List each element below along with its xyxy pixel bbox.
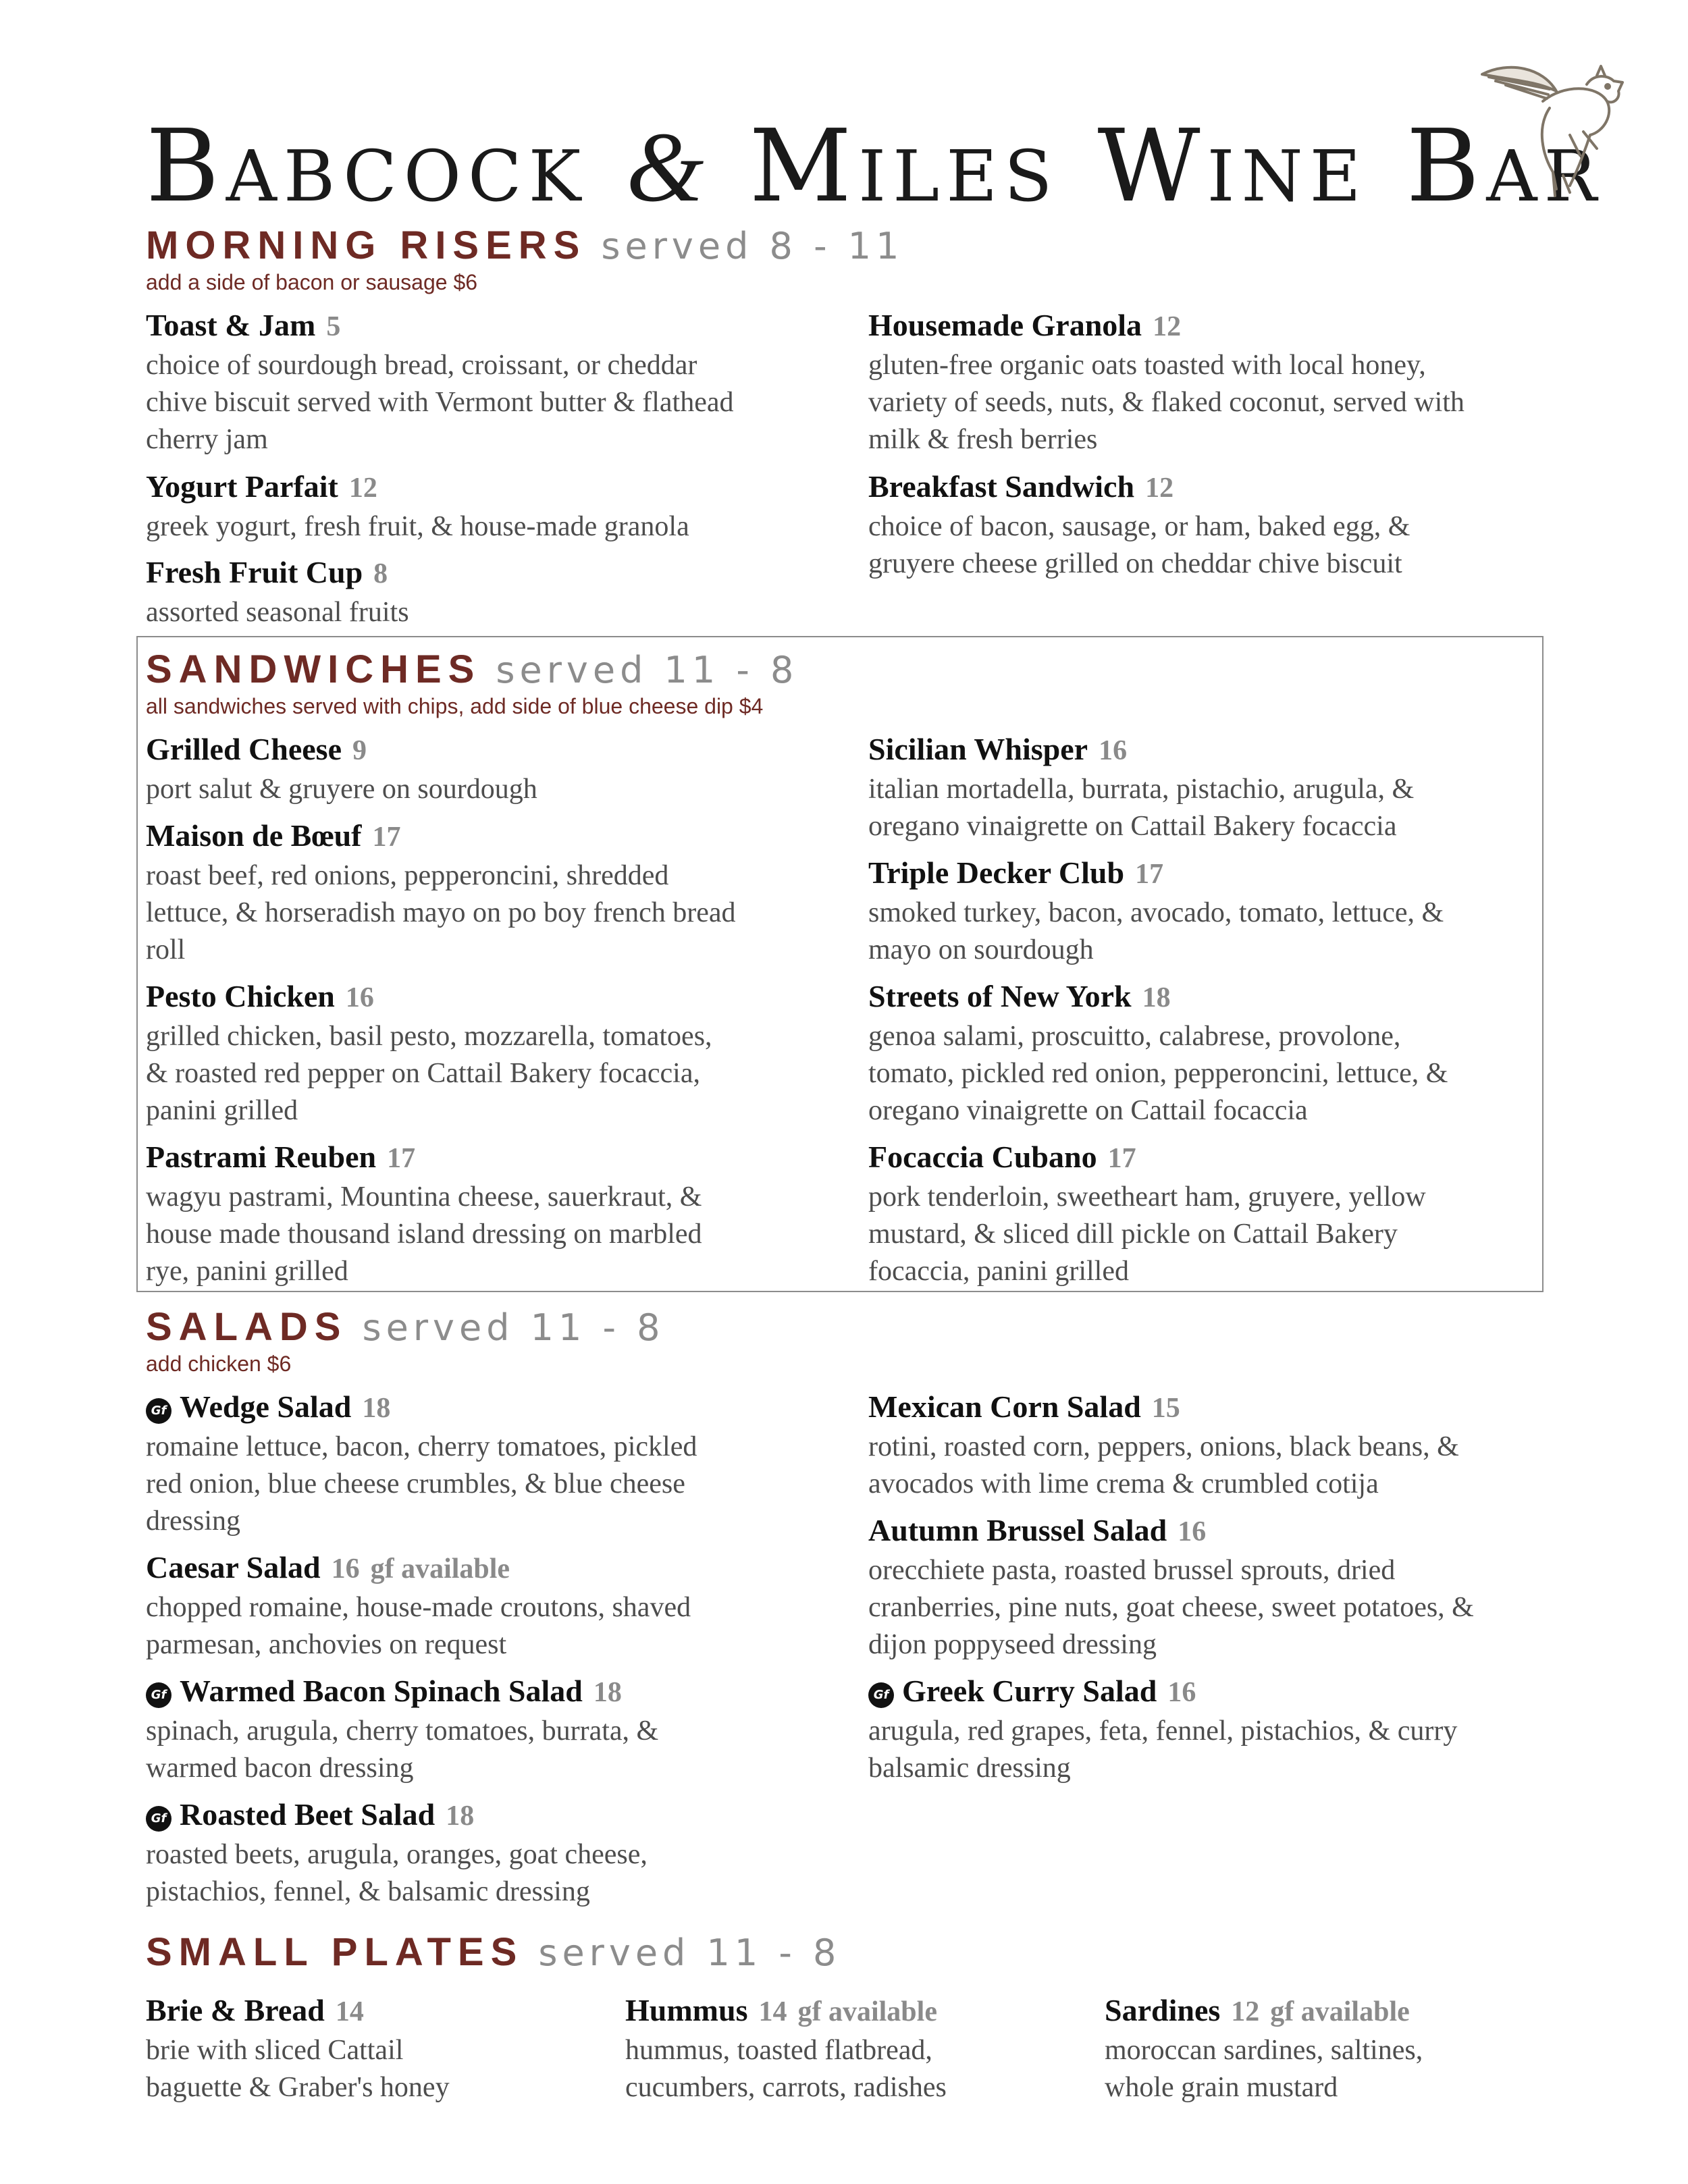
item-price: 14 [335,1996,364,2027]
salads-header [146,1304,665,1350]
item-name: Pastrami Reuben [146,1140,377,1174]
served-hours: served 8 - 11 [601,225,904,267]
item-description: roast beef, red onions, pepperoncini, shredded lettuce, & horseradish mayo on po boy french bread roll [146,860,736,965]
item-description: choice of bacon, sausage, or ham, baked egg, & gruyere cheese grilled on cheddar chive biscuit [868,511,1410,579]
title-ampersand: & [626,112,711,223]
item-name: Focaccia Cubano [868,1140,1097,1174]
gf-available-note: gf available [370,1553,510,1584]
item-description: genoa salami, proscuitto, calabrese, provolone, tomato, pickled red onion, pepperoncini, lettuce, & oregano vinaigrette on Cattail focaccia [868,1021,1448,1126]
item-name: Toast & Jam [146,308,316,342]
item-price: 16 [1099,735,1128,766]
item-price: 18 [362,1393,391,1424]
item-description: gluten-free organic oats toasted with local honey, variety of seeds, nuts, & flaked coconut, served with milk & fresh berries [868,350,1465,455]
item-price: 12 [348,473,377,504]
item-price: 16 [1178,1516,1207,1547]
item-name: Sardines [1105,1993,1221,2027]
sandwiches-header [146,647,798,692]
menu-item [146,1388,740,1540]
gf-available-note: gf available [797,1996,937,2027]
gluten-free-icon: Gf [146,1682,172,1708]
gluten-free-icon: Gf [146,1806,172,1832]
menu-item [146,1138,740,1290]
menu-item [868,854,1476,969]
section-title: MORNING RISERS [146,223,587,267]
item-name: Mexican Corn Salad [868,1389,1141,1424]
menu-item [868,468,1476,583]
item-price: 12 [1145,473,1174,504]
item-name: Sicilian Whisper [868,732,1088,766]
served-hours: served 11 - 8 [538,1932,841,1974]
item-description: smoked turkey, bacon, avocado, tomato, lettuce, & mayo on sourdough [868,897,1444,965]
section-title: SANDWICHES [146,647,481,691]
item-price: 18 [446,1801,475,1832]
item-name: Pesto Chicken [146,979,335,1013]
menu-item [146,307,740,458]
item-name: Hummus [625,1993,748,2027]
menu-item [868,1138,1476,1290]
item-price: 16 [331,1553,360,1584]
item-name: Breakfast Sandwich [868,469,1135,504]
small-plates-header [146,1929,841,1975]
morning-risers-header [146,223,903,268]
item-price: 12 [1231,1996,1260,2027]
menu-item [868,978,1476,1129]
gf-available-note: gf available [1270,1996,1410,2027]
menu-item [1105,1992,1483,2106]
item-price: 17 [1107,1143,1136,1174]
menu-item [868,730,1476,845]
menu-item [146,978,740,1129]
section-note: add a side of bacon or sausage $6 [146,270,478,294]
menu-item [625,1992,1003,2106]
item-price: 14 [758,1996,787,2027]
item-name: Maison de Bœuf [146,818,362,853]
item-description: assorted seasonal fruits [146,597,409,628]
item-price: 17 [387,1143,416,1174]
item-name: Streets of New York [868,979,1132,1013]
item-name: Caesar Salad [146,1550,321,1584]
gluten-free-icon: Gf [146,1398,172,1424]
item-price: 5 [326,311,341,342]
item-price: 15 [1151,1393,1180,1424]
item-description: pork tenderloin, sweetheart ham, gruyere, yellow mustard, & sliced dill pickle on Cattail Bakery focaccia, panini grilled [868,1181,1426,1287]
flying-pig-icon [1469,54,1631,206]
menu-item [868,1388,1476,1503]
item-description: port salut & gruyere on sourdough [146,774,537,805]
item-price: 8 [373,558,388,589]
item-description: grilled chicken, basil pesto, mozzarella, tomatoes, & roasted red pepper on Cattail Bakery focaccia, panini grilled [146,1021,712,1126]
title-part-1: Babcock [146,108,588,224]
item-description: chopped romaine, house-made croutons, shaved parmesan, anchovies on request [146,1592,691,1660]
item-description: romaine lettuce, bacon, cherry tomatoes, pickled red onion, blue cheese crumbles, & blue cheese dressing [146,1431,697,1537]
title-part-2: Miles Wine Bar [749,108,1604,224]
section-title: SALADS [146,1305,348,1349]
menu-item [146,1672,740,1787]
menu-item [146,1549,740,1663]
menu-item [868,1672,1476,1787]
item-name: Yogurt Parfait [146,469,338,504]
item-name: Triple Decker Club [868,855,1125,890]
item-description: wagyu pastrami, Mountina cheese, sauerkraut, & house made thousand island dressing on marbled rye, panini grilled [146,1181,702,1287]
section-title: SMALL PLATES [146,1930,524,1974]
item-name: Brie & Bread [146,1993,325,2027]
item-price: 9 [352,735,367,766]
item-price: 12 [1153,311,1182,342]
item-description: greek yogurt, fresh fruit, & house-made granola [146,511,689,542]
item-price: 17 [1135,859,1164,890]
restaurant-title [146,108,1604,225]
menu-item [146,468,740,545]
item-price: 18 [593,1677,622,1708]
item-description: brie with sliced Cattail baguette & Graber's honey [146,2035,450,2103]
section-note: all sandwiches served with chips, add side of blue cheese dip $4 [146,694,764,718]
item-description: orecchiete pasta, roasted brussel sprouts, dried cranberries, pine nuts, goat cheese, sweet potatoes, & dijon poppyseed dressing [868,1555,1474,1660]
item-description: spinach, arugula, cherry tomatoes, burrata, & warmed bacon dressing [146,1715,659,1784]
gluten-free-icon: Gf [868,1682,894,1708]
item-price: 17 [372,822,401,853]
item-description: moroccan sardines, saltines, whole grain mustard [1105,2035,1423,2103]
menu-item [868,307,1476,458]
item-name: Wedge Salad [180,1389,352,1424]
item-description: rotini, roasted corn, peppers, onions, black beans, & avocados with lime crema & crumbled cotija [868,1431,1459,1499]
menu-item [146,554,740,631]
item-price: 16 [345,982,374,1013]
served-hours: served 11 - 8 [496,649,799,691]
item-description: roasted beets, arugula, oranges, goat cheese, pistachios, fennel, & balsamic dressing [146,1839,648,1907]
item-price: 18 [1142,982,1171,1013]
item-name: Grilled Cheese [146,732,342,766]
item-description: arugula, red grapes, feta, fennel, pistachios, & curry balsamic dressing [868,1715,1458,1784]
menu-item [146,1992,497,2106]
section-note: add chicken $6 [146,1352,292,1376]
item-name: Roasted Beet Salad [180,1797,436,1832]
item-description: italian mortadella, burrata, pistachio, arugula, & oregano vinaigrette on Cattail Bakery focaccia [868,774,1415,842]
item-name: Warmed Bacon Spinach Salad [180,1674,583,1708]
item-name: Autumn Brussel Salad [868,1513,1167,1547]
menu-item [868,1512,1476,1663]
served-hours: served 11 - 8 [362,1306,665,1349]
item-description: choice of sourdough bread, croissant, or cheddar chive biscuit served with Vermont butter & flathead cherry jam [146,350,734,455]
item-description: hummus, toasted flatbread, cucumbers, carrots, radishes [625,2035,947,2103]
menu-item [146,817,740,969]
item-name: Housemade Granola [868,308,1142,342]
menu-item [146,730,740,808]
item-price: 16 [1167,1677,1196,1708]
menu-item [146,1796,740,1911]
item-name: Greek Curry Salad [902,1674,1157,1708]
item-name: Fresh Fruit Cup [146,555,363,589]
